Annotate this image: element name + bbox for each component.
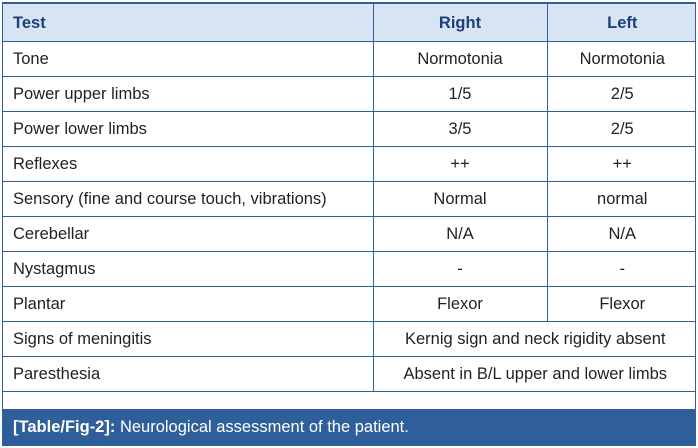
header-test: Test xyxy=(3,4,373,42)
left-cell: 2/5 xyxy=(547,77,696,112)
left-cell: Flexor xyxy=(547,287,696,322)
left-cell: - xyxy=(547,252,696,287)
caption-label: [Table/Fig-2]: xyxy=(13,418,116,436)
header-left: Left xyxy=(547,4,696,42)
right-cell: Flexor xyxy=(373,287,547,322)
test-cell: Tone xyxy=(3,42,373,77)
right-cell: N/A xyxy=(373,217,547,252)
test-cell: Plantar xyxy=(3,287,373,322)
caption-text: Neurological assessment of the patient. xyxy=(115,418,409,436)
test-cell: Sensory (fine and course touch, vibrations) xyxy=(3,182,373,217)
test-cell: Nystagmus xyxy=(3,252,373,287)
table-row xyxy=(3,112,696,147)
left-cell: Normotonia xyxy=(547,42,696,77)
table-row xyxy=(3,147,696,182)
left-cell: normal xyxy=(547,182,696,217)
combined-cell: Kernig sign and neck rigidity absent xyxy=(373,322,696,357)
right-cell: 1/5 xyxy=(373,77,547,112)
table-row xyxy=(3,287,696,322)
test-cell: Cerebellar xyxy=(3,217,373,252)
left-cell: ++ xyxy=(547,147,696,182)
test-cell: Power lower limbs xyxy=(3,112,373,147)
left-cell: 2/5 xyxy=(547,112,696,147)
test-cell: Paresthesia xyxy=(3,357,373,392)
right-cell: ++ xyxy=(373,147,547,182)
right-cell: Normotonia xyxy=(373,42,547,77)
test-cell: Signs of meningitis xyxy=(3,322,373,357)
right-cell: Normal xyxy=(373,182,547,217)
right-cell: - xyxy=(373,252,547,287)
right-cell: 3/5 xyxy=(373,112,547,147)
table-row xyxy=(3,217,696,252)
combined-cell: Absent in B/L upper and lower limbs xyxy=(373,357,696,392)
table-row xyxy=(3,42,696,77)
test-cell: Reflexes xyxy=(3,147,373,182)
table-row xyxy=(3,322,696,357)
header-right: Right xyxy=(373,4,547,42)
table-row xyxy=(3,77,696,112)
table-row xyxy=(3,357,696,392)
table-caption xyxy=(3,409,695,445)
neuro-assessment-table xyxy=(3,3,696,392)
table-figure xyxy=(2,2,696,446)
table-row xyxy=(3,182,696,217)
table-row xyxy=(3,252,696,287)
header-row xyxy=(3,4,696,42)
left-cell: N/A xyxy=(547,217,696,252)
test-cell: Power upper limbs xyxy=(3,77,373,112)
